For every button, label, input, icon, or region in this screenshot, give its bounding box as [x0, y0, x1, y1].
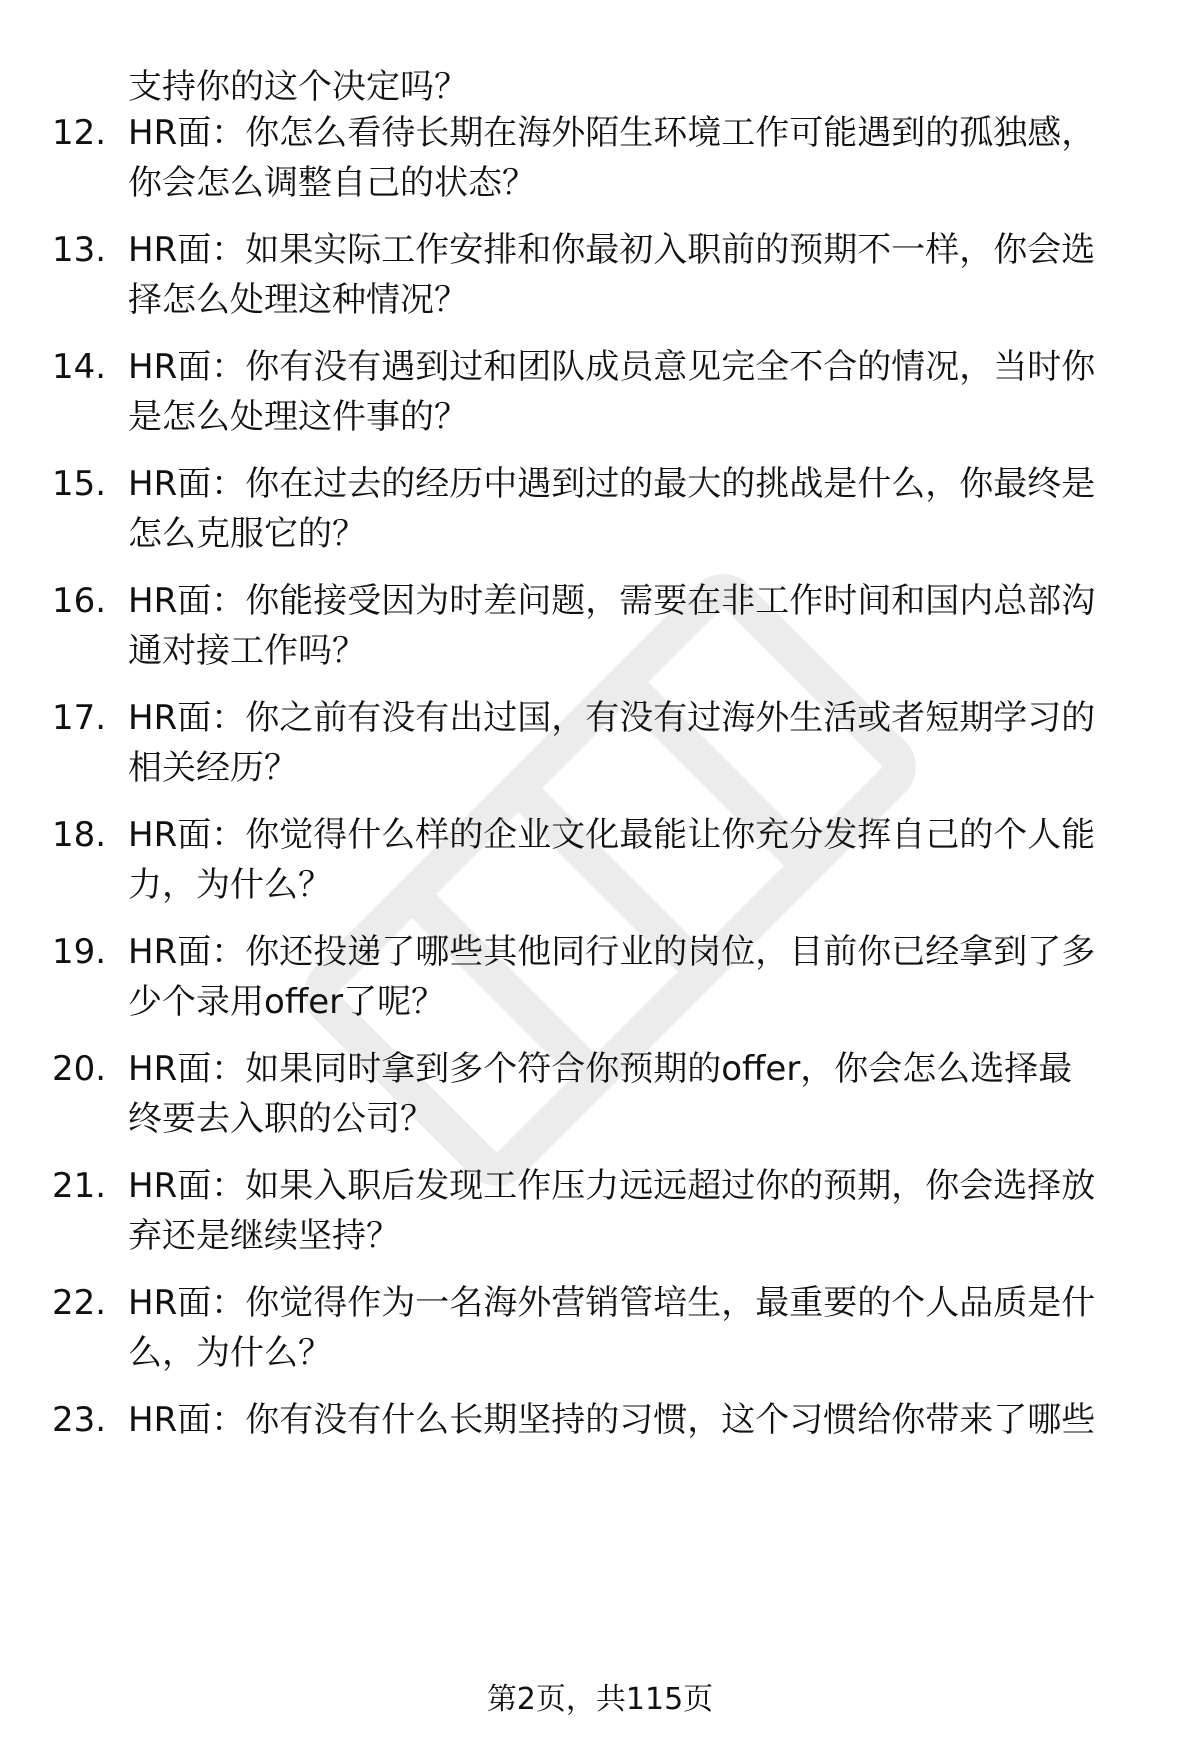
question-line: HR面：你怎么看待长期在海外陌生环境工作可能遇到的孤独感， — [128, 113, 1096, 153]
question-number: 14. — [52, 347, 107, 387]
question-line: 弃还是继续坚持？ — [128, 1216, 400, 1256]
page-number-footer: 第2页，共115页 — [486, 1682, 714, 1717]
question-line: 你会怎么调整自己的状态？ — [128, 163, 536, 203]
question-line: 是怎么处理这件事的？ — [128, 397, 468, 437]
question-number: 19. — [52, 932, 107, 972]
question-number: 17. — [52, 698, 107, 738]
question-text — [128, 927, 1158, 1027]
question-line: HR面：你之前有没有出过国，有没有过海外生活或者短期学习的 — [128, 698, 1096, 738]
question-number: 16. — [52, 581, 107, 621]
question-text — [128, 1395, 1158, 1445]
question-line: HR面：你在过去的经历中遇到过的最大的挑战是什么，你最终是 — [128, 464, 1096, 504]
question-text — [128, 225, 1158, 325]
question-text — [128, 1278, 1158, 1378]
question-line: HR面：你觉得什么样的企业文化最能让你充分发挥自己的个人能 — [128, 815, 1096, 855]
question-line: 相关经历？ — [128, 748, 298, 788]
question-text — [128, 108, 1158, 208]
question-text — [128, 459, 1158, 559]
question-number: 23. — [52, 1400, 107, 1440]
question-line: HR面：你觉得作为一名海外营销管培生，最重要的个人品质是什 — [128, 1283, 1096, 1323]
continued-question-text: 支持你的这个决定吗？ — [128, 67, 468, 107]
question-text — [128, 1044, 1158, 1144]
question-line: HR面：如果入职后发现工作压力远远超过你的预期，你会选择放 — [128, 1166, 1096, 1206]
question-text — [128, 693, 1158, 793]
question-number: 13. — [52, 230, 107, 270]
question-text — [128, 342, 1158, 442]
question-line: 择怎么处理这种情况？ — [128, 280, 468, 320]
question-line: HR面：你能接受因为时差问题，需要在非工作时间和国内总部沟 — [128, 581, 1096, 621]
question-number: 21. — [52, 1166, 107, 1206]
question-text — [128, 576, 1158, 676]
question-line: 终要去入职的公司？ — [128, 1099, 434, 1139]
question-line: HR面：你有没有什么长期坚持的习惯，这个习惯给你带来了哪些 — [128, 1400, 1096, 1440]
question-line: 怎么克服它的？ — [128, 514, 366, 554]
question-text — [128, 810, 1158, 910]
question-line: HR面：你有没有遇到过和团队成员意见完全不合的情况，当时你 — [128, 347, 1096, 387]
question-line: HR面：如果同时拿到多个符合你预期的offer，你会怎么选择最 — [128, 1049, 1073, 1089]
question-line: HR面：你还投递了哪些其他同行业的岗位，目前你已经拿到了多 — [128, 932, 1096, 972]
question-number: 15. — [52, 464, 107, 504]
question-line: 通对接工作吗？ — [128, 631, 366, 671]
question-number: 22. — [52, 1283, 107, 1323]
question-number: 18. — [52, 815, 107, 855]
question-number: 20. — [52, 1049, 107, 1089]
question-line: HR面：如果实际工作安排和你最初入职前的预期不一样，你会选 — [128, 230, 1096, 270]
question-text — [128, 1161, 1158, 1261]
question-line: 少个录用offer了呢？ — [128, 982, 446, 1022]
question-number: 12. — [52, 113, 107, 153]
question-line: 力，为什么？ — [128, 865, 332, 905]
question-line: 么，为什么？ — [128, 1333, 332, 1373]
